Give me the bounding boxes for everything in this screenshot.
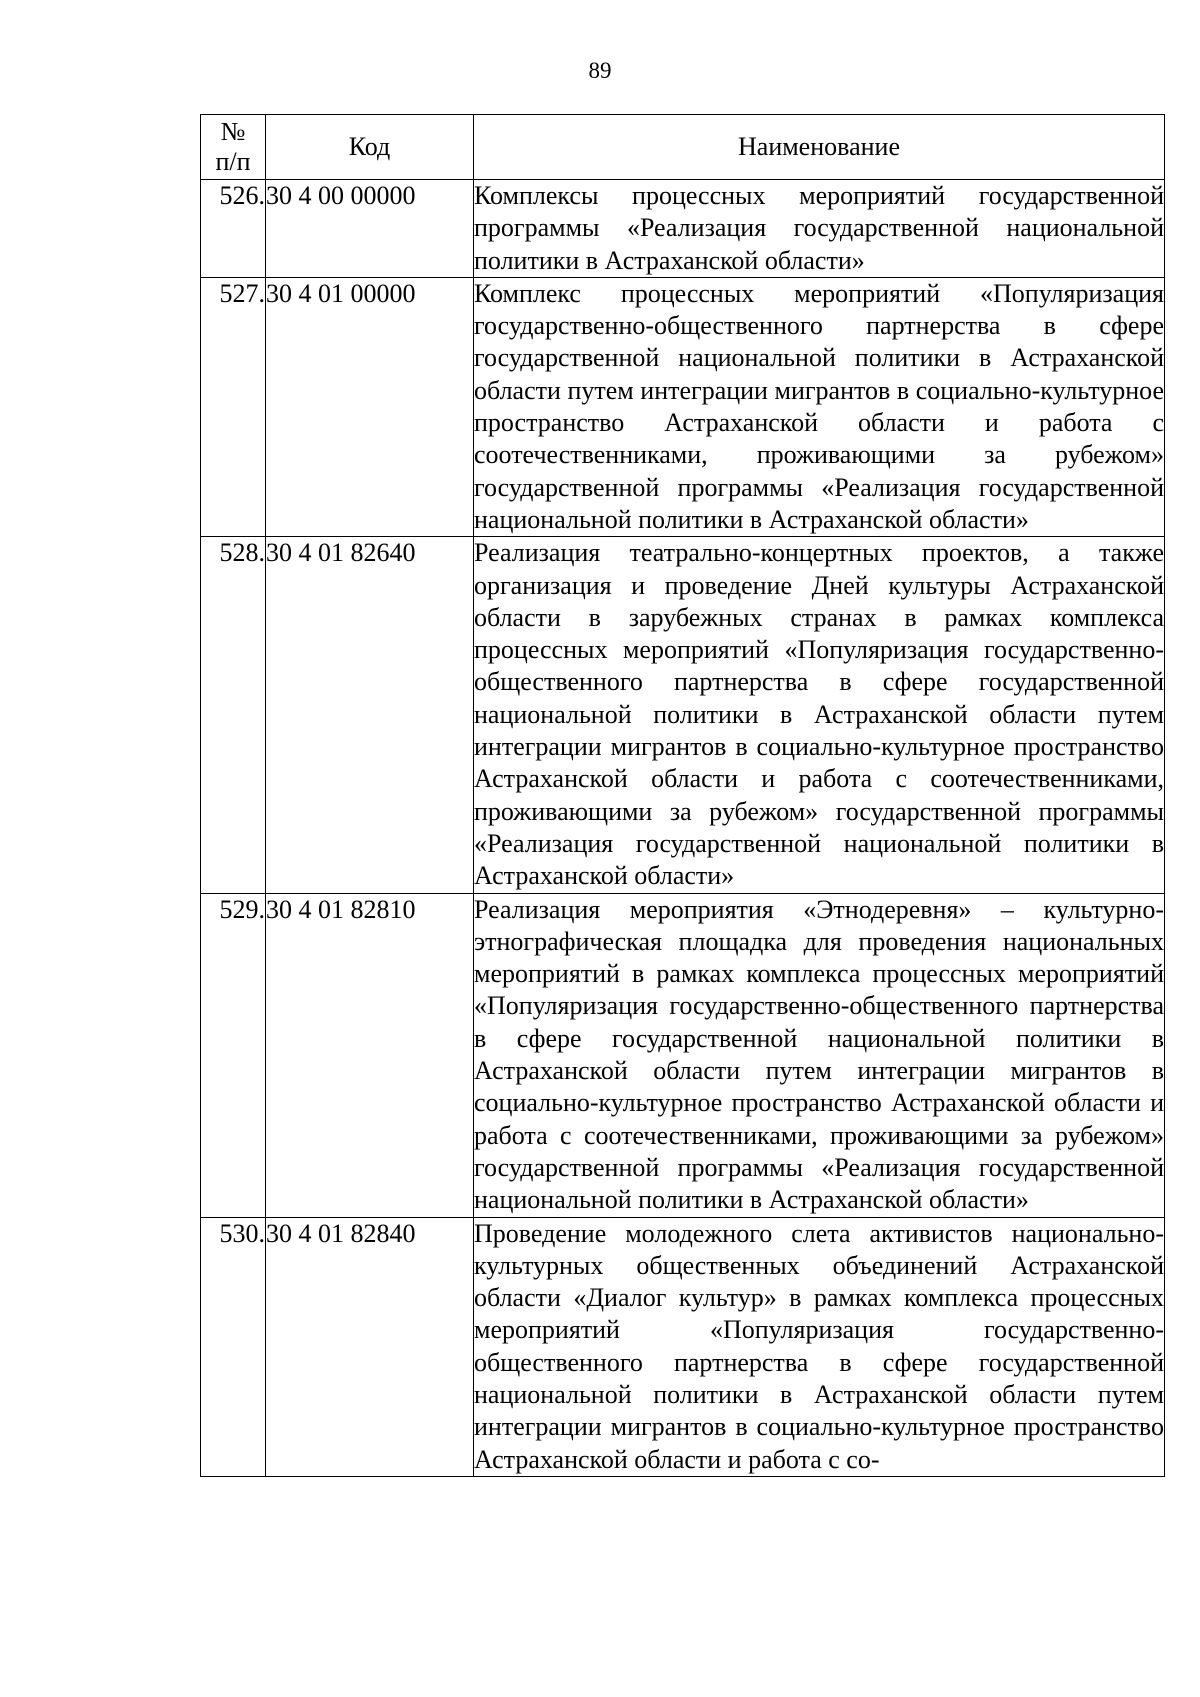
page-number: 89 — [588, 58, 612, 83]
header-num-symbol: № — [220, 117, 246, 146]
row-code: 30 4 00 00000 — [266, 180, 474, 278]
row-code: 30 4 01 82810 — [266, 893, 474, 1217]
table-row — [201, 277, 1165, 536]
row-number: 530. — [201, 1217, 266, 1476]
row-name: Проведение молодежного слета активистов национально-культурных общественных объединений Астраханской области «Диалог культур» в рамках комплекса процессных мероприятий «Популяризация государственно-общественного партнерства в сфере государственной национальной политики в Астраханской области путем интеграции мигрантов в социально-культурное пространство Астраханской области и работа с со- — [474, 1217, 1165, 1476]
row-name: Комплексы процессных мероприятий государственной программы «Реализация государственной национальной политики в Астраханской области» — [474, 180, 1165, 278]
classification-table — [200, 114, 1165, 1477]
row-number: 527. — [201, 277, 266, 536]
table-row — [201, 180, 1165, 278]
row-code: 30 4 01 00000 — [266, 277, 474, 536]
table-row — [201, 537, 1165, 893]
row-name: Реализация мероприятия «Этнодеревня» – культурно-этнографическая площадка для проведения национальных мероприятий в рамках комплекса процессных мероприятий «Популяризация государственно-общественного партнерства в сфере государственной национальной политики в Астраханской области путем интеграции мигрантов в социально-культурное пространство Астраханской области и работа с соотечественниками, проживающими за рубежом» государственной программы «Реализация государственной национальной политики в Астраханской области» — [474, 893, 1165, 1217]
header-num-abbrev: п/п — [215, 147, 251, 176]
header-name: Наименование — [474, 115, 1165, 180]
row-code: 30 4 01 82640 — [266, 537, 474, 893]
table-row — [201, 893, 1165, 1217]
row-name: Реализация театрально-концертных проектов, а также организация и проведение Дней культуры Астраханской области в зарубежных странах в рамках комплекса процессных мероприятий «Популяризация государственно-общественного партнерства в сфере государственной национальной политики в Астраханской области путем интеграции мигрантов в социально-культурное пространство Астраханской области и работа с соотечественниками, проживающими за рубежом» государственной программы «Реализация государственной национальной политики в Астраханской области» — [474, 537, 1165, 893]
header-code: Код — [266, 115, 474, 180]
header-num — [201, 115, 266, 180]
row-code: 30 4 01 82840 — [266, 1217, 474, 1476]
row-number: 529. — [201, 893, 266, 1217]
row-number: 528. — [201, 537, 266, 893]
row-number: 526. — [201, 180, 266, 278]
table-row — [201, 1217, 1165, 1476]
table-header-row — [201, 115, 1165, 180]
row-name: Комплекс процессных мероприятий «Популяризация государственно-общественного партнерства в сфере государственной национальной политики в Астраханской области путем интеграции мигрантов в социально-культурное пространство Астраханской области и работа с соотечественниками, проживающими за рубежом» государственной программы «Реализация государственной национальной политики в Астраханской области» — [474, 277, 1165, 536]
